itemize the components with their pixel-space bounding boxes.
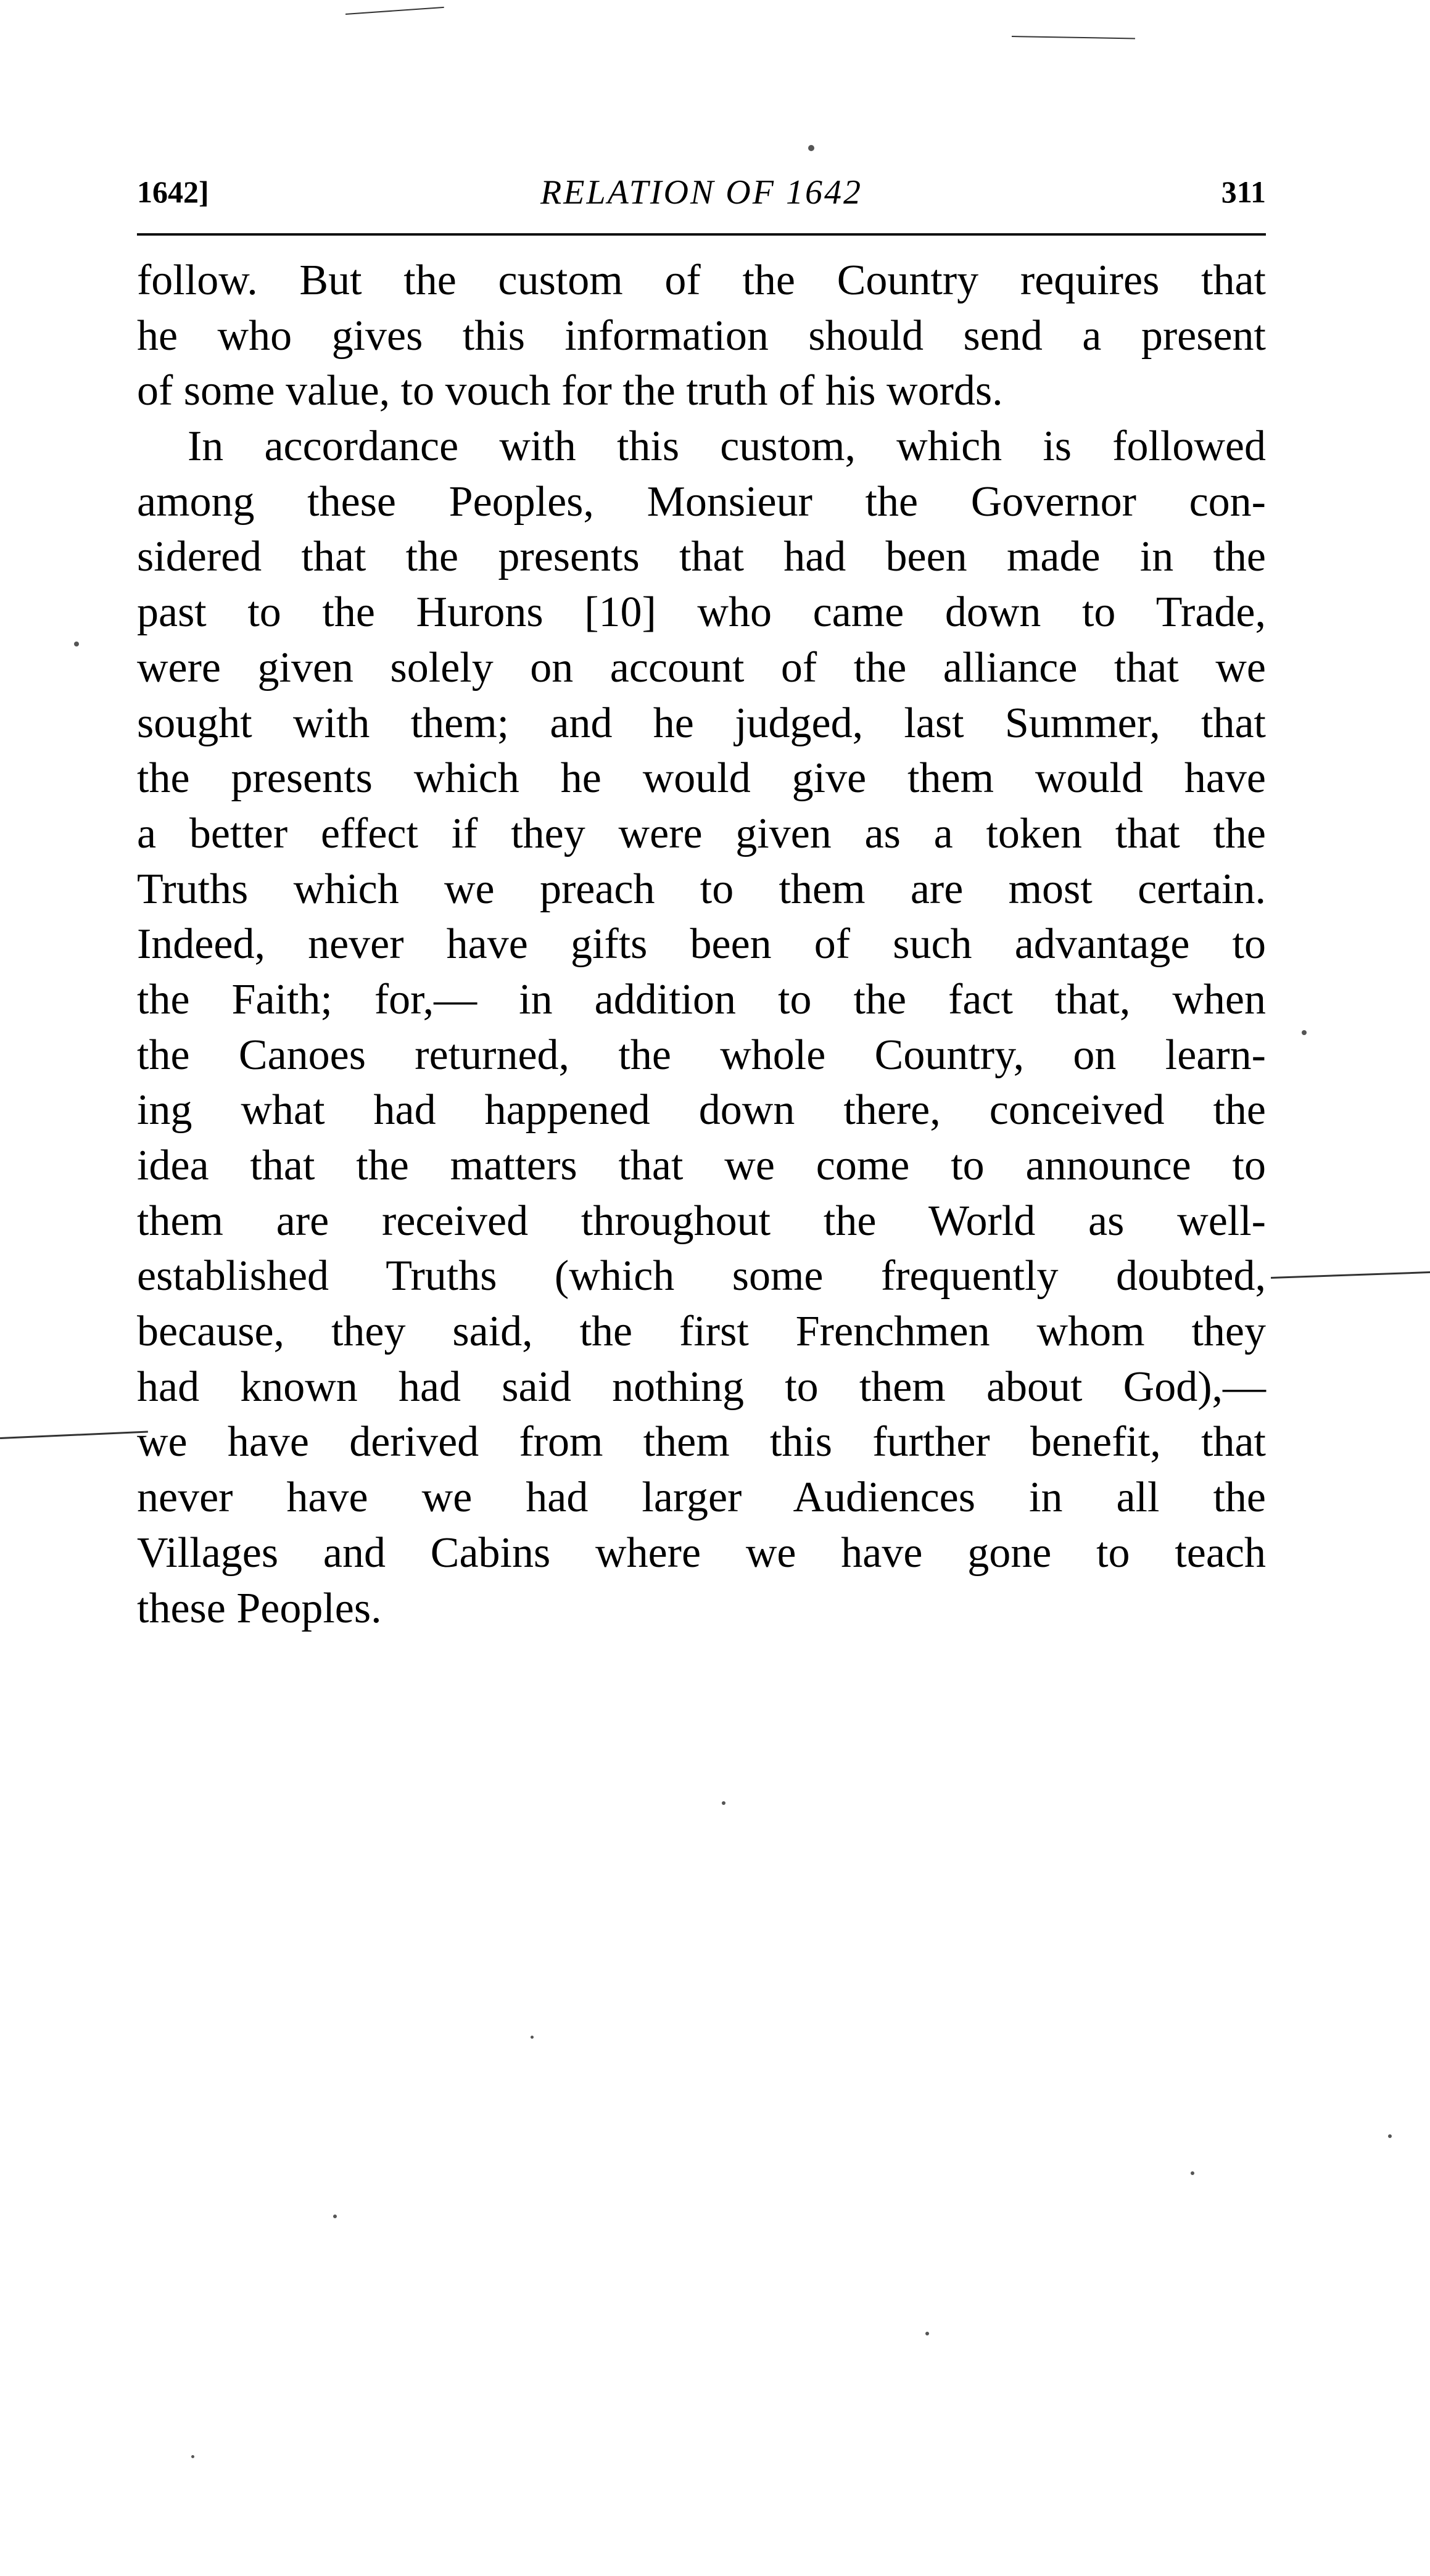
text-line: because, they said, the first Frenchmen whom they — [137, 1308, 1266, 1356]
text-line: the presents which he would give them would have — [137, 754, 1266, 803]
scan-stroke — [0, 1431, 148, 1439]
text-line: ing what had happened down there, conceived the — [137, 1086, 1266, 1134]
text-line: had known had said nothing to them about God),— — [137, 1363, 1266, 1411]
header-rule — [137, 233, 1266, 236]
text-line: among these Peoples, Monsieur the Governor con- — [137, 477, 1266, 526]
text-line: idea that the matters that we come to announce to — [137, 1142, 1266, 1189]
text-line: Indeed, never have gifts been of such advantage to — [137, 920, 1266, 968]
scan-stroke — [1271, 1271, 1430, 1279]
scan-speck — [191, 2455, 194, 2458]
scan-stroke — [1012, 36, 1135, 39]
text-line: follow. But the custom of the Country requires that — [137, 257, 1266, 304]
text-line: we have derived from them this further benefit, that — [137, 1418, 1266, 1466]
paragraph-start-line: In accordance with this custom, which is followed — [188, 423, 1266, 471]
scan-speck — [925, 2332, 929, 2335]
text-line: them are received throughout the World as well- — [137, 1197, 1266, 1245]
scan-speck — [333, 2215, 337, 2218]
text-line: the Canoes returned, the whole Country, on learn- — [137, 1031, 1266, 1079]
scan-stroke — [345, 7, 444, 15]
scan-speck — [808, 145, 814, 151]
text-line: these Peoples. — [137, 1584, 382, 1632]
header-title: RELATION OF 1642 — [540, 173, 862, 212]
text-line: past to the Hurons [10] who came down to Trade, — [137, 588, 1266, 637]
scan-speck — [531, 2036, 534, 2039]
text-line: he who gives this information should send a present — [137, 312, 1266, 360]
text-line: established Truths (which some frequently doubted, — [137, 1252, 1266, 1300]
text-line: sought with them; and he judged, last Summer, that — [137, 699, 1266, 747]
running-head — [137, 167, 1266, 222]
body-text — [137, 253, 1266, 1636]
text-line: the Faith; for,— in addition to the fact that, when — [137, 975, 1266, 1023]
scan-speck — [1388, 2134, 1392, 2138]
scan-speck — [1302, 1030, 1307, 1035]
scan-speck — [74, 642, 79, 646]
text-line: Villages and Cabins where we have gone to teach — [137, 1529, 1266, 1577]
text-line: a better effect if they were given as a token that the — [137, 809, 1266, 857]
text-line: Truths which we preach to them are most certain. — [137, 865, 1266, 913]
header-year: 1642] — [137, 175, 209, 209]
text-line: were given solely on account of the alliance that we — [137, 643, 1266, 691]
page-number: 311 — [1221, 175, 1266, 209]
scan-speck — [722, 1801, 725, 1805]
text-line: never have we had larger Audiences in all the — [137, 1474, 1266, 1522]
scan-speck — [1191, 2171, 1194, 2175]
text-line: of some value, to vouch for the truth of his words. — [137, 367, 1003, 415]
text-line: sidered that the presents that had been made in the — [137, 533, 1266, 581]
